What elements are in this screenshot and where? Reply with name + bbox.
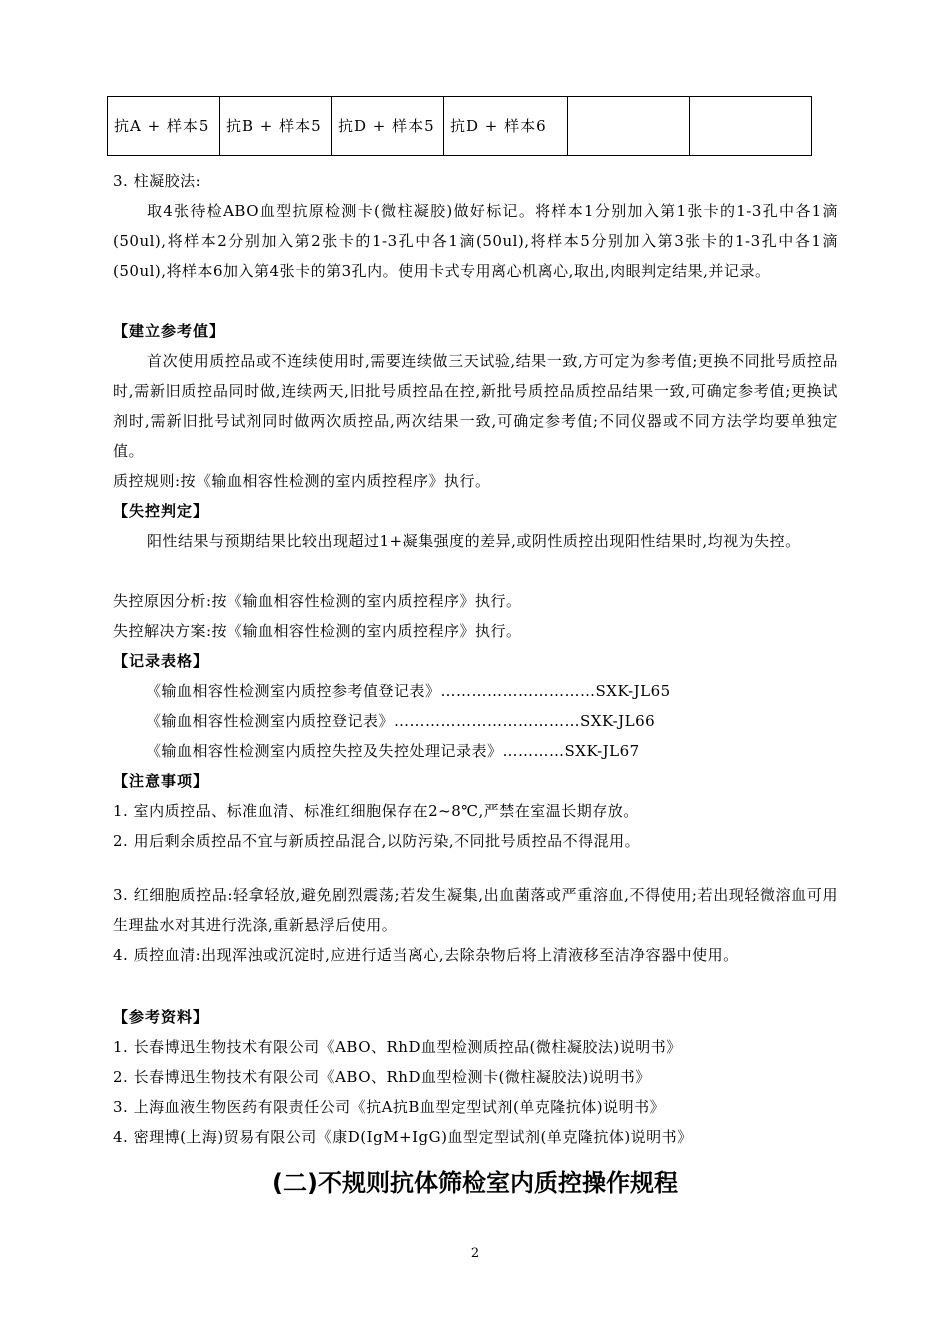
- table-cell: 抗B + 样本5: [220, 97, 332, 156]
- records-heading: 【记录表格】: [113, 652, 210, 670]
- note-item: 1. 室内质控品、标准血清、标准红细胞保存在2~8℃,严禁在室温长期存放。: [113, 802, 639, 820]
- references-heading: 【参考资料】: [113, 1008, 210, 1026]
- table-cell: 抗A + 样本5: [108, 97, 220, 156]
- sample-table: [107, 96, 812, 156]
- reference-item: 3. 上海血液生物医药有限责任公司《抗A抗B血型定型试剂(单克隆抗体)说明书》: [113, 1098, 666, 1116]
- out-of-control-solution: 失控解决方案:按《输血相容性检测的室内质控程序》执行。: [113, 622, 522, 640]
- table-cell: [690, 97, 812, 156]
- note-item: 4. 质控血清:出现浑浊或沉淀时,应进行适当离心,去除杂物后将上清液移至洁净容器中使用。: [113, 946, 739, 964]
- reference-item: 2. 长春博迅生物技术有限公司《ABO、RhD血型检测卡(微柱凝胶法)说明书》: [113, 1068, 651, 1086]
- record-item: 《输血相容性检测室内质控失控及失控处理记录表》…………SXK-JL67: [146, 742, 640, 760]
- page-number: 2: [470, 1246, 480, 1261]
- table-cell: 抗D + 样本6: [444, 97, 568, 156]
- reference-item: 4. 密理博(上海)贸易有限公司《康D(IgM+IgG)血型定型试剂(单克隆抗体)说明书》: [113, 1128, 693, 1146]
- note-item: 2. 用后剩余质控品不宜与新质控品混合,以防污染,不同批号质控品不得混用。: [113, 832, 641, 850]
- table-cell: [568, 97, 690, 156]
- notes-heading: 【注意事项】: [113, 772, 210, 790]
- method3-title: 3. 柱凝胶法:: [113, 172, 202, 190]
- reference-item: 1. 长春博迅生物技术有限公司《ABO、RhD血型检测质控品(微柱凝胶法)说明书》: [113, 1038, 682, 1056]
- table-row: [108, 97, 812, 156]
- note-item: 3. 红细胞质控品:轻拿轻放,避免剧烈震荡;若发生凝集,出血菌落或严重溶血,不得使用;若出现轻微溶血可用生理盐水对其进行洗涤,重新悬浮后使用。: [113, 886, 838, 934]
- out-of-control-body: 阳性结果与预期结果比较出现超过1+凝集强度的差异,或阴性质控出现阳性结果时,均视为失控。: [147, 532, 801, 550]
- reference-value-body: 首次使用质控品或不连续使用时,需要连续做三天试验,结果一致,方可定为参考值;更换不同批号质控品时,需新旧质控品同时做,连续两天,旧批号质控品在控,新批号质控品质控品结果一致,可确定参考值;更换试剂时,需新旧批号试剂同时做两次质控品,两次结果一致,可确定参考值;不同仪器或不同方法学均要单独定值。: [113, 352, 838, 460]
- table-cell: 抗D + 样本5: [332, 97, 444, 156]
- section-title: (二)不规则抗体筛检室内质控操作规程: [272, 1169, 678, 1197]
- out-of-control-heading: 【失控判定】: [113, 502, 210, 520]
- qc-rule: 质控规则:按《输血相容性检测的室内质控程序》执行。: [113, 472, 491, 490]
- reference-value-heading: 【建立参考值】: [113, 322, 226, 340]
- record-item: 《输血相容性检测室内质控参考值登记表》…………………………SXK-JL65: [146, 682, 671, 700]
- method3-body: 取4张待检ABO血型抗原检测卡(微柱凝胶)做好标记。将样本1分别加入第1张卡的1-3孔中各1滴(50ul),将样本2分别加入第2张卡的1-3孔中各1滴(50ul),将样本5分别加入第3张卡的1-3孔中各1滴(50ul),将样本6加入第4张卡的第3孔内。使用卡式专用离心机离心,取出,肉眼判定结果,并记录。: [113, 202, 838, 280]
- record-item: 《输血相容性检测室内质控登记表》………………………………SXK-JL66: [146, 712, 656, 730]
- out-of-control-cause: 失控原因分析:按《输血相容性检测的室内质控程序》执行。: [113, 592, 522, 610]
